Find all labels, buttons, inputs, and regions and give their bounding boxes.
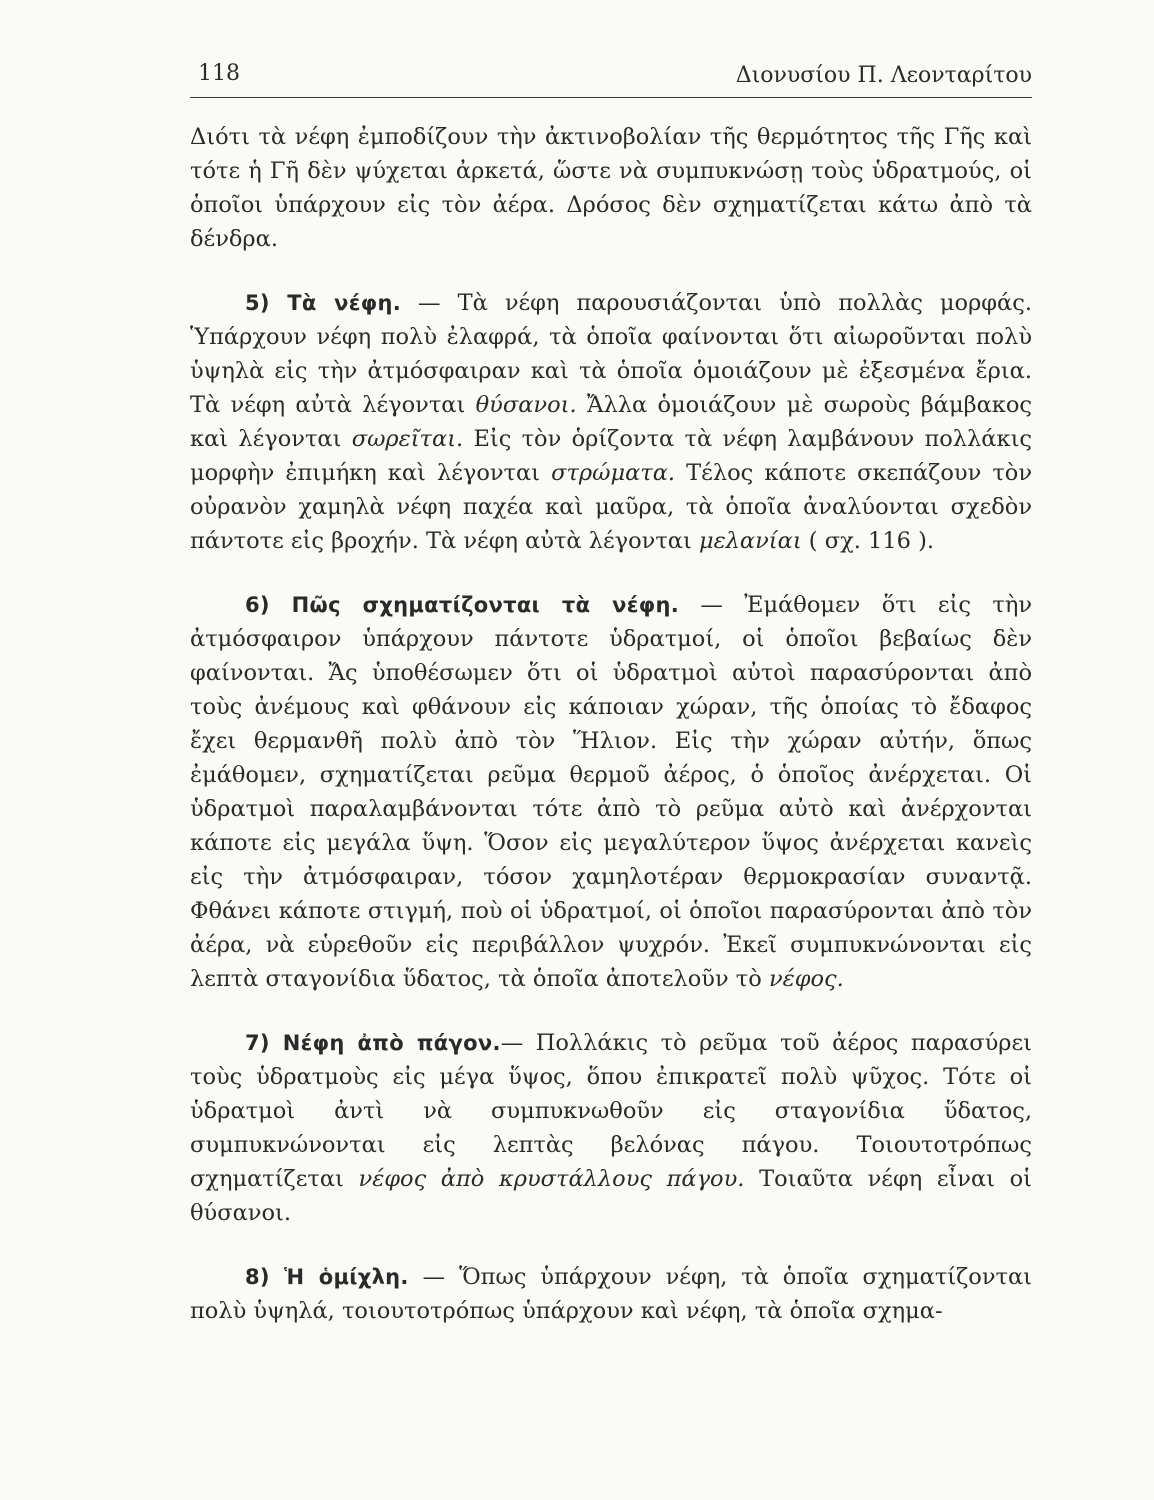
section-text: — Τὰ νέφη παρουσιάζονται ὑπὸ πολλὰς μορφάς. Ὑπάρχουν νέφη πολὺ ἐλαφρά, τὰ ὁποῖα φαίνονται ὅτι αἰωροῦνται πολὺ ὑψηλὰ εἰς τὴν ἀτμόσφαιραν καὶ τὰ ὁποῖα ὁμοιάζουν μὲ ἐξεσμένα ἔρια. Τὰ νέφη αὐτὰ λέγονται bbox=[190, 290, 1032, 418]
section-7-paragraph bbox=[190, 1026, 1032, 1230]
book-page bbox=[190, 55, 1032, 1455]
section-text: — Πολλάκις τὸ ρεῦμα τοῦ ἀέρος παρασύρει τοὺς ὑδρατμοὺς εἰς μέγα ὕψος, ὅπου ἐπικρατεῖ πολὺ ψῦχος. Τότε οἱ ὑδρατμοὶ ἀντὶ νὰ συμπυκνωθοῦν εἰς σταγονίδια ὕδατος, συμπυκνώνονται εἰς λεπτὰς βελόνας πάγου. Τοιουτοτρόπως σχηματίζεται bbox=[190, 1030, 1032, 1192]
section-text: Εἰς τὸν ὁρίζοντα τὰ νέφη λαμβάνουν πολλάκις μορφὴν ἐπιμήκη καὶ λέγονται bbox=[190, 426, 1032, 486]
paragraph-intro: Διότι τὰ νέφη ἐμποδίζουν τὴν ἀκτινοβολίαν τῆς θερμότητος τῆς Γῆς καὶ τότε ἡ Γῆ δὲν ψύχεται ἀρκετά, ὥστε νὰ συμπυκνώσῃ τοὺς ὑδρατμούς, οἱ ὁποῖοι ὑπάρχουν εἰς τὸν ἀέρα. Δρόσος δὲν σχηματίζεται κάτω ἀπὸ τὰ δένδρα. bbox=[190, 124, 1032, 252]
italic-term: θύσανοι. bbox=[475, 392, 577, 418]
section-text: ( σχ. 116 ). bbox=[801, 528, 935, 554]
section-8-paragraph bbox=[190, 1260, 1032, 1328]
italic-term: νέφος ἀπὸ κρυστάλλους πάγου. bbox=[358, 1166, 745, 1192]
italic-term: σωρεῖται. bbox=[351, 426, 464, 452]
running-title: Διονυσίου Π. Λεονταρίτου bbox=[735, 63, 1032, 88]
section-heading: 8) Ἡ ὁμίχλη. bbox=[245, 1265, 409, 1289]
section-heading: 5) Τὰ νέφη. bbox=[245, 291, 402, 315]
page-number: 118 bbox=[198, 61, 240, 86]
section-text: Τέλος κάποτε σκεπάζουν τὸν οὐρανὸν χαμηλὰ νέφη παχέα καὶ μαῦρα, τὰ ὁποῖα ἀναλύονται σχεδὸν πάντοτε εἰς βροχήν. Τὰ νέφη αὐτὰ λέγονται bbox=[190, 460, 1032, 554]
italic-term: μελανίαι bbox=[698, 528, 802, 554]
section-6-paragraph bbox=[190, 588, 1032, 996]
section-text: Τοιαῦτα νέφη εἶναι οἱ θύσανοι. bbox=[190, 1166, 1032, 1226]
section-heading: 6) Πῶς σχηματίζονται τὰ νέφη. bbox=[245, 593, 680, 617]
italic-term: νέφος. bbox=[768, 966, 844, 992]
section-text: Ἄλλα ὁμοιάζουν μὲ σωροὺς βάμβακος καὶ λέγονται bbox=[190, 392, 1032, 452]
page-header bbox=[190, 55, 1032, 98]
section-text: — Ἐμάθομεν ὅτι εἰς τὴν ἀτμόσφαιρον ὑπάρχουν πάντοτε ὑδρατμοί, οἱ ὁποῖοι βεβαίως δὲν φαίνονται. Ἄς ὑποθέσωμεν ὅτι οἱ ὑδρατμοὶ αὐτοὶ παρασύρονται ἀπὸ τοὺς ἀνέμους καὶ φθάνουν εἰς κάποιαν χώραν, τῆς ὁποίας τὸ ἔδαφος ἔχει θερμανθῆ πολὺ ἀπὸ τὸν Ἥλιον. Εἰς τὴν χώραν αὐτήν, ὅπως ἐμάθομεν, σχηματίζεται ρεῦμα θερμοῦ ἀέρος, ὁ ὁποῖος ἀνέρχεται. Οἱ ὑδρατμοὶ παραλαμβάνονται τότε ἀπὸ τὸ ρεῦμα αὐτὸ καὶ ἀνέρχονται κάποτε εἰς μεγάλα ὕψη. Ὅσον εἰς μεγαλύτερον ὕψος ἀνέρχεται κανεὶς εἰς τὴν ἀτμόσφαιραν, τόσον χαμηλοτέραν θερμοκρασίαν συναντᾷ. Φθάνει κάποτε στιγμή, ποὺ οἱ ὑδρατμοί, οἱ ὁποῖοι παρασύρονται ἀπὸ τὸν ἀέρα, νὰ εὑρεθοῦν εἰς περιβάλλον ψυχρόν. Ἐκεῖ συμπυκνώνονται εἰς λεπτὰ σταγονίδια ὕδατος, τὰ ὁποῖα ἀποτελοῦν τὸ bbox=[190, 592, 1033, 992]
section-text: — Ὅπως ὑπάρχουν νέφη, τὰ ὁποῖα σχηματίζονται πολὺ ὑψηλά, τοιουτοτρόπως ὑπάρχουν καὶ νέφη, τὰ ὁποῖα σχημα- bbox=[190, 1264, 1032, 1324]
section-5-paragraph bbox=[190, 286, 1032, 558]
body-text bbox=[190, 120, 1032, 1328]
section-heading: 7) Νέφη ἀπὸ πάγον. bbox=[245, 1031, 501, 1055]
italic-term: στρώματα. bbox=[551, 460, 676, 486]
